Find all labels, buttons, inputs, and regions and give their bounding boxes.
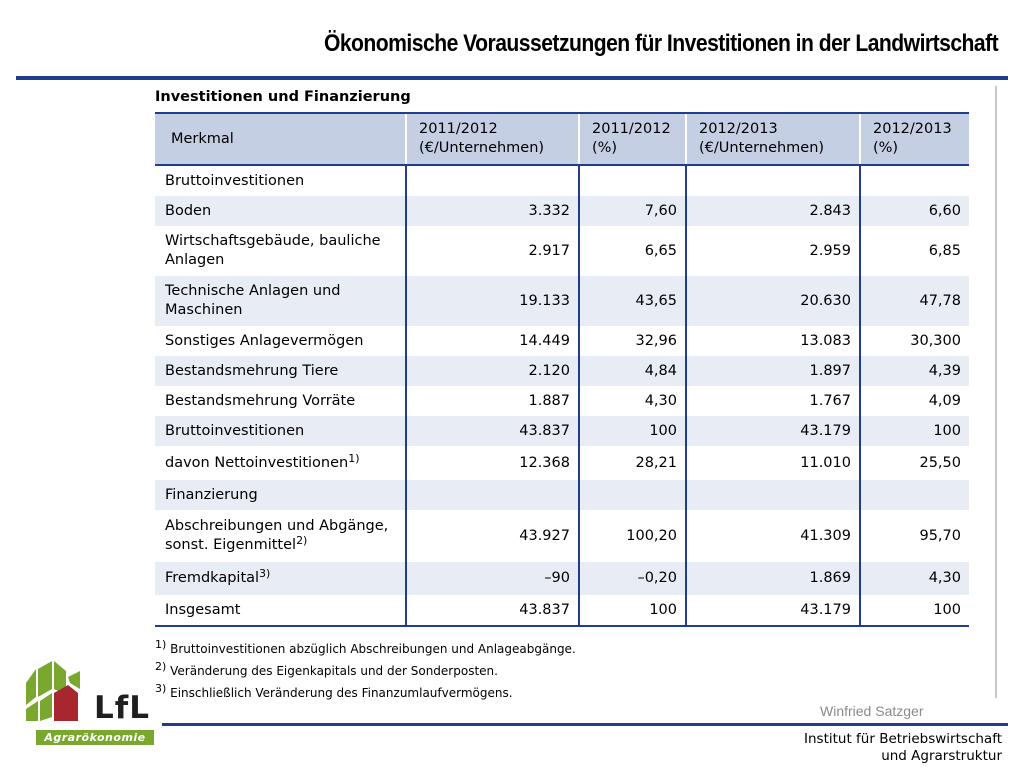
cell-2011-eur: 3.332 [406, 196, 579, 226]
table-row [155, 226, 969, 276]
cell-2011-pct: 7,60 [579, 196, 686, 226]
table-row [155, 276, 969, 326]
table-row [155, 510, 969, 562]
cell-2011-eur: 43.837 [406, 416, 579, 446]
row-label: Bestandsmehrung Tiere [155, 356, 406, 386]
table-row [155, 326, 969, 356]
cell-2011-eur: 43.837 [406, 595, 579, 626]
cell-2011-pct: 100,20 [579, 510, 686, 562]
cell-2012-eur: 1.869 [686, 562, 860, 595]
row-label: Sonstiges Anlagevermögen [155, 326, 406, 356]
cell-2011-eur: 19.133 [406, 276, 579, 326]
footnote-ref: 2) [296, 534, 308, 547]
cell-2011-pct: 4,84 [579, 356, 686, 386]
cell-2012-eur: 41.309 [686, 510, 860, 562]
row-label: Finanzierung [155, 480, 406, 510]
cell-2012-pct: 30,300 [860, 326, 969, 356]
row-label: Wirtschaftsgebäude, bauliche Anlagen [155, 226, 406, 276]
cell-2012-eur: 20.630 [686, 276, 860, 326]
row-label: Bruttoinvestitionen [155, 416, 406, 446]
header-2011-eur: 2011/2012 (€/Unternehmen) [406, 113, 579, 165]
footnote-3: $^{3)}$ Einschließlich Veränderung des Finanzumlaufvermögens. [155, 682, 513, 700]
row-label: Abschreibungen und Abgänge, sonst. Eigenmittel$^{2)}$ [155, 510, 406, 562]
cell-2011-eur: 14.449 [406, 326, 579, 356]
table-row [155, 595, 969, 626]
cell-2011-pct: 100 [579, 416, 686, 446]
footer-divider [162, 723, 1008, 726]
cell-2012-pct [860, 480, 969, 510]
table-row [155, 356, 969, 386]
cell-2011-pct: 32,96 [579, 326, 686, 356]
investment-table [155, 112, 969, 627]
header-2012-pct: 2012/2013 (%) [860, 113, 969, 165]
row-label: Bruttoinvestitionen [155, 165, 406, 196]
table-row [155, 416, 969, 446]
cell-2012-eur [686, 480, 860, 510]
logo-subtitle: Agrarökonomie [36, 730, 154, 745]
cell-2011-pct [579, 165, 686, 196]
row-label: davon Nettoinvestitionen$^{1)}$ [155, 446, 406, 480]
cell-2011-eur: 2.917 [406, 226, 579, 276]
right-divider [995, 86, 997, 698]
table-row [155, 446, 969, 480]
table-row [155, 562, 969, 595]
cell-2012-eur: 2.843 [686, 196, 860, 226]
footnote-ref: 3) [259, 567, 271, 580]
cell-2012-pct: 4,39 [860, 356, 969, 386]
institute-name: Institut für Betriebswirtschaft und Agrarstruktur [804, 731, 1002, 764]
row-label: Boden [155, 196, 406, 226]
cell-2012-pct: 4,09 [860, 386, 969, 416]
table-row [155, 480, 969, 510]
row-label: Fremdkapital$^{3)}$ [155, 562, 406, 595]
cell-2012-eur: 1.767 [686, 386, 860, 416]
cell-2011-eur: 2.120 [406, 356, 579, 386]
cell-2011-eur: –90 [406, 562, 579, 595]
row-label: Technische Anlagen und Maschinen [155, 276, 406, 326]
table-header-row [155, 113, 969, 165]
header-2011-pct: 2011/2012 (%) [579, 113, 686, 165]
author-name: Winfried Satzger [820, 703, 924, 719]
cell-2011-eur: 43.927 [406, 510, 579, 562]
footnote-ref: 1) [348, 451, 360, 465]
cell-2011-eur [406, 480, 579, 510]
cell-2012-eur [686, 165, 860, 196]
cell-2012-pct: 100 [860, 595, 969, 626]
cell-2011-eur: 1.887 [406, 386, 579, 416]
header-merkmal: Merkmal [155, 113, 406, 165]
footnotes [155, 638, 576, 704]
table-row [155, 386, 969, 416]
logo-text: LfL [94, 690, 150, 726]
row-label: Bestandsmehrung Vorräte [155, 386, 406, 416]
footnote-2: $^{2)}$ Veränderung des Eigenkapitals und der Sonderposten. [155, 660, 498, 678]
header-2012-eur: 2012/2013 (€/Unternehmen) [686, 113, 860, 165]
table-row [155, 196, 969, 226]
table-caption: Investitionen und Finanzierung [155, 89, 411, 105]
cell-2012-pct: 100 [860, 416, 969, 446]
cell-2012-pct: 25,50 [860, 446, 969, 480]
row-label: Insgesamt [155, 595, 406, 626]
footnote-1: $^{1)}$ Bruttoinvestitionen abzüglich Abschreibungen und Anlageabgänge. [155, 638, 576, 656]
cell-2011-eur [406, 165, 579, 196]
cell-2011-pct: 4,30 [579, 386, 686, 416]
cell-2012-eur: 43.179 [686, 416, 860, 446]
cell-2011-pct [579, 480, 686, 510]
cell-2011-pct: 6,65 [579, 226, 686, 276]
cell-2012-eur: 1.897 [686, 356, 860, 386]
cell-2011-pct: 43,65 [579, 276, 686, 326]
cell-2012-pct: 6,60 [860, 196, 969, 226]
slide-title: Ökonomische Voraussetzungen für Investitionen in der Landwirtschaft [323, 30, 998, 57]
cell-2012-pct: 47,78 [860, 276, 969, 326]
cell-2012-pct: 6,85 [860, 226, 969, 276]
cell-2012-pct: 95,70 [860, 510, 969, 562]
cell-2012-eur: 11.010 [686, 446, 860, 480]
cell-2012-eur: 2.959 [686, 226, 860, 276]
cell-2011-pct: –0,20 [579, 562, 686, 595]
cell-2012-eur: 13.083 [686, 326, 860, 356]
cell-2012-eur: 43.179 [686, 595, 860, 626]
title-divider [16, 76, 1008, 80]
cell-2011-pct: 100 [579, 595, 686, 626]
cell-2012-pct [860, 165, 969, 196]
cell-2012-pct: 4,30 [860, 562, 969, 595]
cell-2011-eur: 12.368 [406, 446, 579, 480]
cell-2011-pct: 28,21 [579, 446, 686, 480]
table-row [155, 165, 969, 196]
